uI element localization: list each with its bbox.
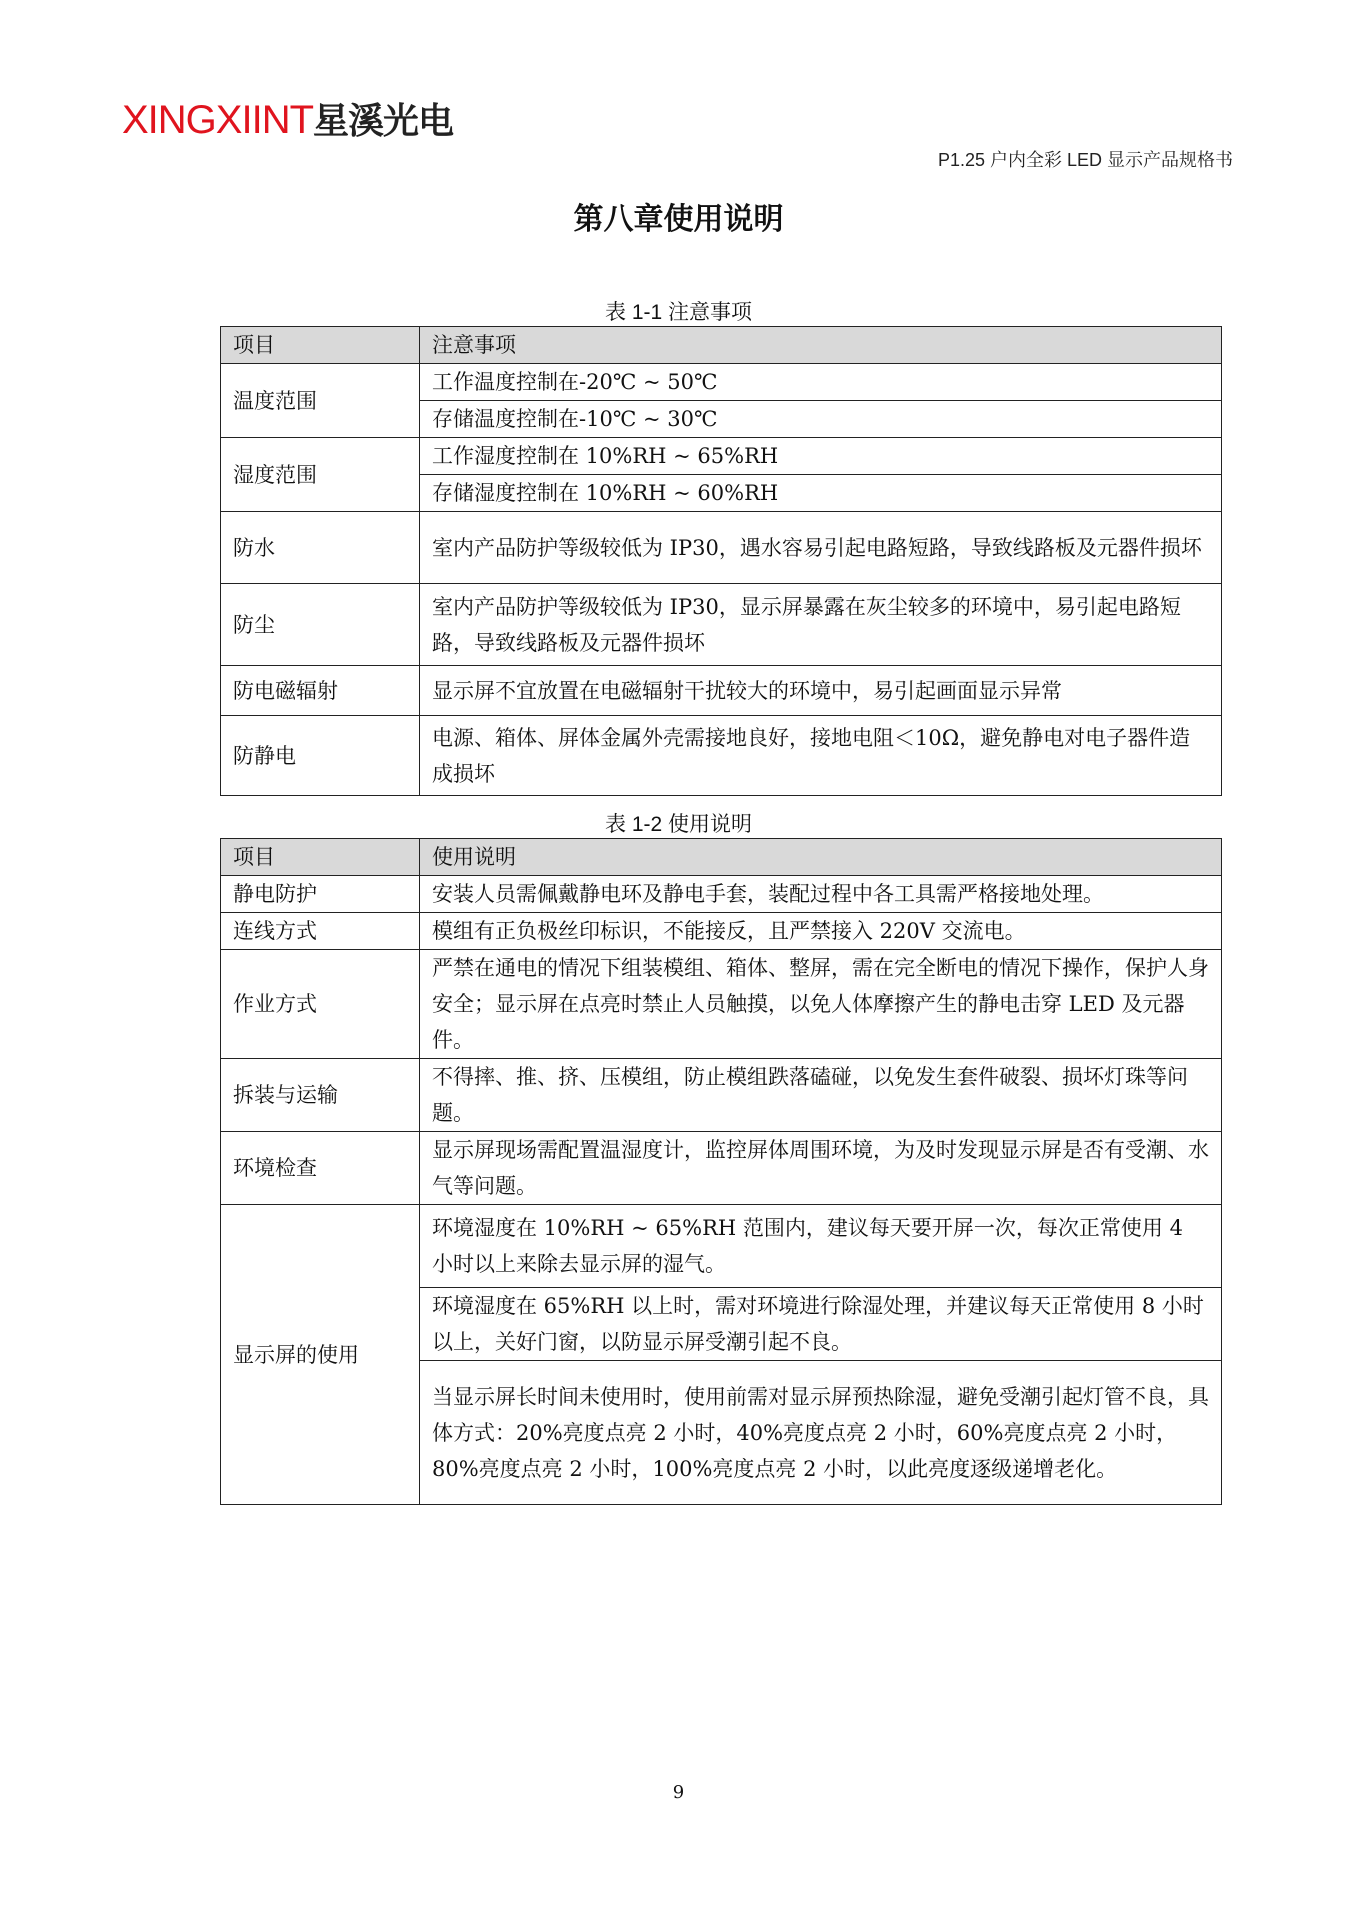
note-cell: 严禁在通电的情况下组装模组、箱体、整屏，需在完全断电的情况下操作，保护人身安全；显示屏在点亮时禁止人员触摸，以免人体摩擦产生的静电击穿 LED 及元器件。 <box>420 950 1222 1059</box>
item-cell: 作业方式 <box>221 950 420 1059</box>
logo-cn: 星溪光电 <box>313 100 454 141</box>
document-header: P1.25 户内全彩 LED 显示产品规格书 <box>937 150 1233 170</box>
item-cell: 连线方式 <box>221 913 420 950</box>
note-cell: 存储湿度控制在 10%RH ~ 60%RH <box>420 475 1222 512</box>
header-cell: 项目 <box>221 327 420 364</box>
header-cell: 注意事项 <box>420 327 1222 364</box>
header-cell: 使用说明 <box>420 839 1222 876</box>
note-cell: 存储温度控制在-10℃ ~ 30℃ <box>420 401 1222 438</box>
item-cell: 静电防护 <box>221 876 420 913</box>
table-row <box>221 584 1222 666</box>
table1-caption: 表 1-1 注意事项 <box>604 301 753 324</box>
note-cell: 当显示屏长时间未使用时，使用前需对显示屏预热除湿，避免受潮引起灯管不良，具体方式：20%亮度点亮 2 小时，40%亮度点亮 2 小时，60%亮度点亮 2 小时，80%亮度点亮 2 小时，100%亮度点亮 2 小时，以此亮度逐级递增老化。 <box>420 1361 1222 1505</box>
item-cell: 环境检查 <box>221 1132 420 1205</box>
note-cell: 工作温度控制在-20℃ ~ 50℃ <box>420 364 1222 401</box>
note-cell: 显示屏不宜放置在电磁辐射干扰较大的环境中，易引起画面显示异常 <box>420 666 1222 716</box>
logo-en: XINGXIINT <box>122 98 314 142</box>
header-cell: 项目 <box>221 839 420 876</box>
item-cell: 防水 <box>221 512 420 584</box>
table-row <box>221 1059 1222 1132</box>
chapter-title: 第八章使用说明 <box>573 203 784 236</box>
table-header-row <box>221 839 1222 876</box>
note-cell: 工作湿度控制在 10%RH ~ 65%RH <box>420 438 1222 475</box>
table-row <box>221 666 1222 716</box>
table-row <box>221 876 1222 913</box>
table-row <box>221 438 1222 475</box>
item-cell: 防静电 <box>221 716 420 796</box>
table-row <box>221 364 1222 401</box>
item-cell: 湿度范围 <box>221 438 420 512</box>
precautions-table <box>220 326 1222 796</box>
note-cell: 显示屏现场需配置温湿度计，监控屏体周围环境，为及时发现显示屏是否有受潮、水气等问题。 <box>420 1132 1222 1205</box>
item-cell: 拆装与运输 <box>221 1059 420 1132</box>
table-row <box>221 913 1222 950</box>
item-cell: 防电磁辐射 <box>221 666 420 716</box>
page-number: 9 <box>672 1782 685 1803</box>
note-cell: 安装人员需佩戴静电环及静电手套，装配过程中各工具需严格接地处理。 <box>420 876 1222 913</box>
table-row <box>221 950 1222 1059</box>
company-logo <box>122 98 453 143</box>
table2-caption: 表 1-2 使用说明 <box>604 813 753 836</box>
item-cell: 防尘 <box>221 584 420 666</box>
note-cell: 环境湿度在 65%RH 以上时，需对环境进行除湿处理，并建议每天正常使用 8 小时以上，关好门窗，以防显示屏受潮引起不良。 <box>420 1288 1222 1361</box>
note-cell: 环境湿度在 10%RH ~ 65%RH 范围内，建议每天要开屏一次，每次正常使用 4 小时以上来除去显示屏的湿气。 <box>420 1205 1222 1288</box>
note-cell: 室内产品防护等级较低为 IP30，遇水容易引起电路短路，导致线路板及元器件损坏 <box>420 512 1222 584</box>
item-cell: 温度范围 <box>221 364 420 438</box>
table-row <box>221 716 1222 796</box>
table-row <box>221 512 1222 584</box>
note-cell: 电源、箱体、屏体金属外壳需接地良好，接地电阻＜10Ω，避免静电对电子器件造成损坏 <box>420 716 1222 796</box>
table-header-row <box>221 327 1222 364</box>
table-row <box>221 1132 1222 1205</box>
usage-table <box>220 838 1222 1505</box>
item-cell: 显示屏的使用 <box>221 1205 420 1505</box>
table-row <box>221 1205 1222 1288</box>
note-cell: 不得摔、推、挤、压模组，防止模组跌落磕碰，以免发生套件破裂、损坏灯珠等问题。 <box>420 1059 1222 1132</box>
note-cell: 模组有正负极丝印标识，不能接反，且严禁接入 220V 交流电。 <box>420 913 1222 950</box>
note-cell: 室内产品防护等级较低为 IP30，显示屏暴露在灰尘较多的环境中，易引起电路短路，导致线路板及元器件损坏 <box>420 584 1222 666</box>
